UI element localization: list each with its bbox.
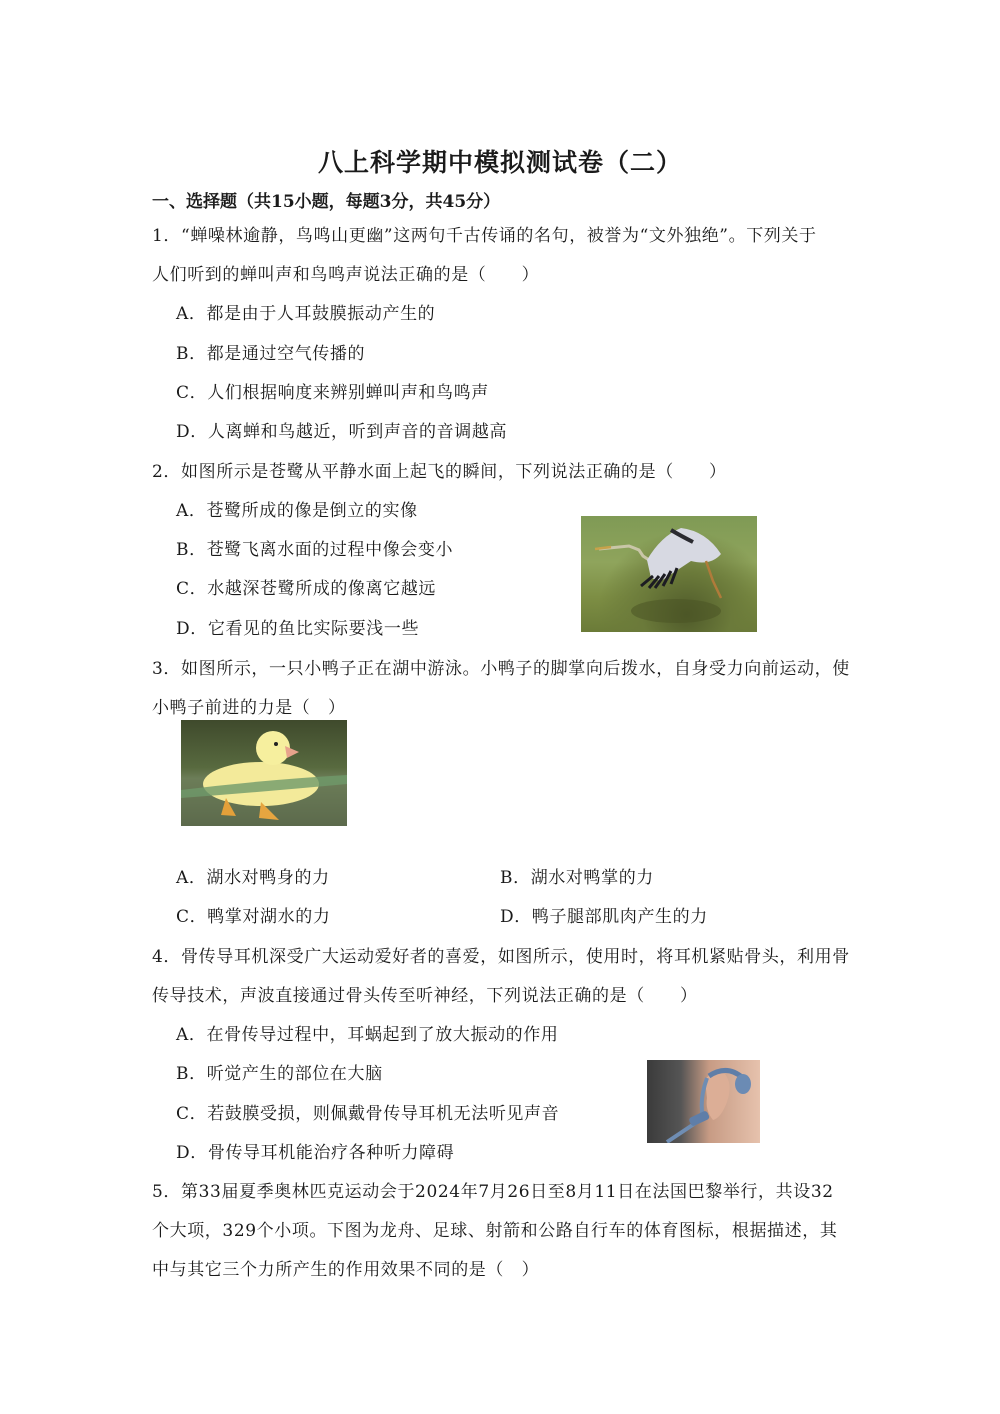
option-b: B．都是通过空气传播的: [176, 344, 366, 364]
question-text: “蝉噪林逾静，鸟鸣山更幽”这两句千古传诵的名句，被誉为“文外独绝”。下列关于: [181, 226, 817, 246]
option-d: D．骨传导耳机能治疗各种听力障碍: [176, 1143, 455, 1163]
question-text: 人们听到的蝉叫声和鸟鸣声说法正确的是（ ）: [152, 265, 540, 285]
question-text: 个大项，329个小项。下图为龙舟、足球、射箭和公路自行车的体育图标，根据描述，其: [152, 1221, 838, 1241]
option-b: B．苍鹭飞离水面的过程中像会变小: [176, 540, 454, 560]
option-a: A．都是由于人耳鼓膜振动产生的: [176, 304, 436, 324]
question-number: 2．: [152, 462, 182, 482]
heron-illustration-icon: [581, 516, 757, 632]
question-line: [152, 457, 727, 482]
option-c: C．若鼓膜受损，则佩戴骨传导耳机无法听见声音: [176, 1104, 560, 1124]
option-d: D．人离蝉和鸟越近，听到声音的音调越高: [176, 422, 508, 442]
option-c: C．人们根据响度来辨别蝉叫声和鸟鸣声: [176, 383, 489, 403]
question-line: [152, 654, 850, 679]
question-number: 4．: [152, 947, 182, 967]
question-text: 中与其它三个力所产生的作用效果不同的是（ ）: [152, 1260, 540, 1280]
option-a: A．湖水对鸭身的力: [176, 868, 330, 888]
question-line: [152, 1177, 834, 1202]
option-c: C．水越深苍鹭所成的像离它越远: [176, 579, 437, 599]
option-c: C．鸭掌对湖水的力: [176, 907, 331, 927]
question-line: [152, 942, 850, 967]
duckling-illustration-icon: [181, 720, 347, 826]
option-a: A．在骨传导过程中，耳蜗起到了放大振动的作用: [176, 1025, 559, 1045]
page-title: 八上科学期中模拟测试卷（二）: [317, 148, 682, 177]
question-line: [152, 221, 817, 246]
earphone-illustration-icon: [647, 1060, 760, 1143]
question-text: 如图所示是苍鹭从平静水面上起飞的瞬间，下列说法正确的是（ ）: [181, 462, 727, 482]
question-text: 小鸭子前进的力是（ ）: [152, 698, 346, 718]
heron-photo: [581, 516, 757, 632]
option-a: A．苍鹭所成的像是倒立的实像: [176, 501, 418, 521]
duckling-photo: [181, 720, 347, 826]
question-text: 骨传导耳机深受广大运动爱好者的喜爱，如图所示，使用时，将耳机紧贴骨头，利用骨: [181, 947, 850, 967]
question-text: 传导技术，声波直接通过骨头传至听神经，下列说法正确的是（ ）: [152, 986, 698, 1006]
question-text: 如图所示，一只小鸭子正在湖中游泳。小鸭子的脚掌向后拨水，自身受力向前运动，使: [181, 659, 850, 679]
option-d: D．鸭子腿部肌肉产生的力: [500, 907, 708, 927]
section-heading: 一、选择题（共15小题，每题3分，共45分）: [152, 192, 501, 212]
option-b: B．听觉产生的部位在大脑: [176, 1064, 383, 1084]
question-number: 5．: [152, 1182, 182, 1202]
option-b: B．湖水对鸭掌的力: [500, 868, 654, 888]
question-text: 第33届夏季奥林匹克运动会于2024年7月26日至8月11日在法国巴黎举行，共设32: [181, 1182, 834, 1202]
question-number: 1．: [152, 226, 182, 246]
option-d: D．它看见的鱼比实际要浅一些: [176, 619, 420, 639]
bone-conduction-earphone-photo: [647, 1060, 760, 1143]
question-number: 3．: [152, 659, 182, 679]
